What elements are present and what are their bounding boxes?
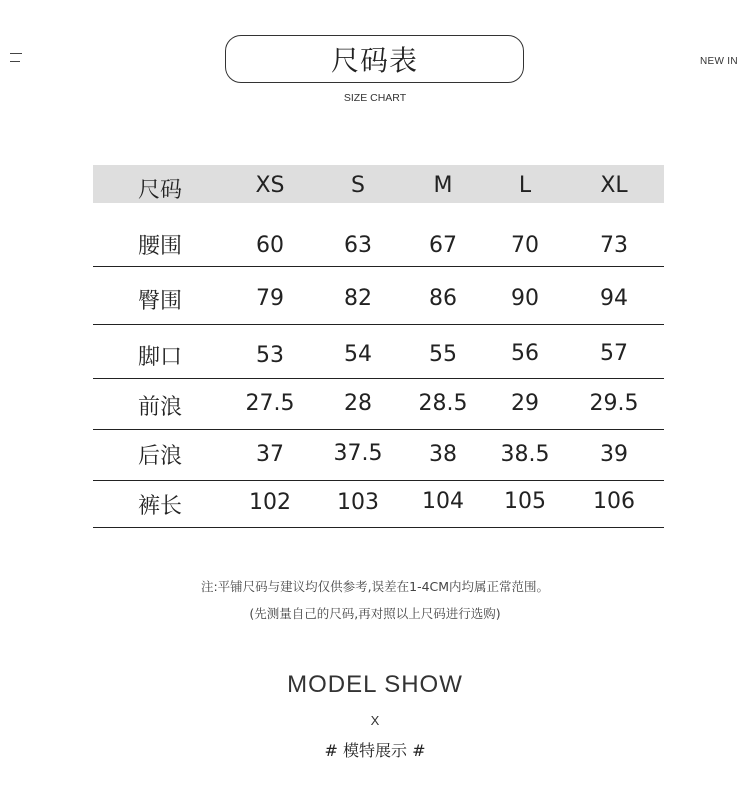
table-cell: 37 (256, 442, 284, 467)
table-header-cell: 尺码 (137, 178, 183, 203)
row-divider (93, 378, 664, 379)
model-show-subtitle: # 模特展示 # (324, 741, 426, 760)
table-cell: 27.5 (245, 391, 295, 416)
row-label: 裤长 (137, 494, 183, 519)
table-header-cell: S (351, 173, 365, 198)
row-divider (93, 429, 664, 430)
table-header-cell: M (433, 173, 453, 198)
row-divider (93, 527, 664, 528)
table-cell: 104 (422, 489, 464, 514)
table-header-cell: XS (255, 173, 285, 198)
new-in-link[interactable]: NEW IN (700, 56, 738, 67)
x-mark: X (370, 713, 380, 728)
table-cell: 39 (600, 442, 628, 467)
table-cell: 105 (504, 489, 546, 514)
table-cell: 102 (249, 490, 291, 515)
row-label: 臀围 (137, 289, 183, 314)
row-divider (93, 324, 664, 325)
table-cell: 57 (600, 341, 628, 366)
table-cell: 94 (600, 286, 628, 311)
table-cell: 38 (429, 442, 457, 467)
row-label: 腰围 (137, 234, 183, 259)
size-chart-table (93, 165, 664, 519)
row-divider (93, 266, 664, 267)
table-cell: 82 (344, 286, 372, 311)
table-cell: 38.5 (500, 442, 550, 467)
table-header-cell: L (518, 173, 532, 198)
table-header-cell: XL (600, 173, 628, 198)
table-cell: 54 (344, 342, 372, 367)
page-title: 尺码表 (225, 35, 524, 83)
table-cell: 86 (429, 286, 457, 311)
model-show-heading: MODEL SHOW (287, 671, 463, 698)
measure-note: (先测量自己的尺码,再对照以上尺码进行选购) (249, 606, 501, 621)
table-cell: 60 (256, 233, 284, 258)
row-label: 脚口 (137, 345, 183, 370)
table-cell: 90 (511, 286, 539, 311)
table-cell: 29.5 (589, 391, 639, 416)
row-label: 前浪 (137, 395, 183, 420)
row-divider (93, 480, 664, 481)
row-label: 后浪 (137, 444, 183, 469)
menu-icon[interactable] (10, 53, 22, 63)
table-cell: 106 (593, 489, 635, 514)
table-cell: 70 (511, 233, 539, 258)
table-cell: 55 (429, 342, 457, 367)
table-cell: 29 (511, 391, 539, 416)
table-cell: 73 (600, 233, 628, 258)
table-cell: 67 (429, 233, 457, 258)
table-header-row (93, 165, 664, 203)
table-cell: 63 (344, 233, 372, 258)
table-cell: 53 (256, 343, 284, 368)
table-cell: 79 (256, 286, 284, 311)
table-cell: 103 (337, 490, 379, 515)
table-cell: 28 (344, 391, 372, 416)
table-cell: 28.5 (418, 391, 468, 416)
size-note: 注:平铺尺码与建议均仅供参考,误差在1-4CM内均属正常范围。 (200, 579, 550, 594)
page-subtitle: SIZE CHART (343, 92, 407, 104)
table-cell: 37.5 (333, 441, 383, 466)
table-cell: 56 (511, 341, 539, 366)
